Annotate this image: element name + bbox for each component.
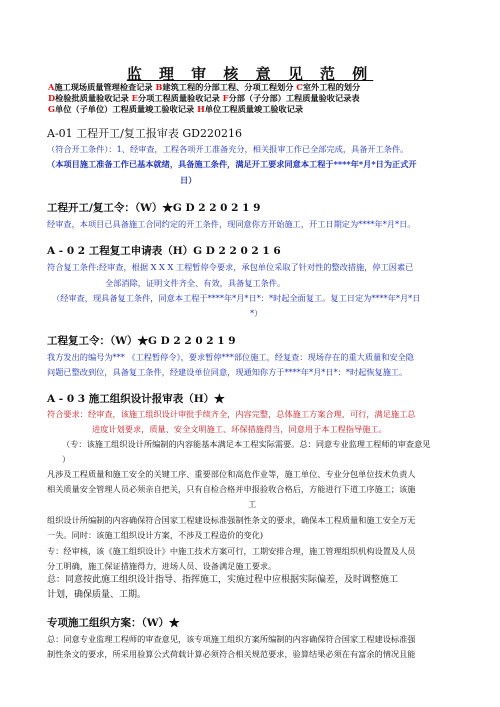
index-letter: E (131, 93, 138, 103)
index-row-2 (48, 93, 468, 105)
paragraph: 工 (248, 499, 257, 509)
index-letter: G (48, 104, 55, 114)
index-letter: F (222, 93, 229, 103)
section-heading-order2: 工程复工令：（W）★G D 2 2 0 2 1 9 (47, 335, 236, 347)
section-heading-a02: A - 0 2 工程复工申请表（H）G D 2 2 0 2 1 6 (47, 245, 281, 257)
section-heading-special: 专项施工组织方案：（W）★ (47, 617, 180, 629)
index-letter: H (197, 104, 205, 114)
paragraph: 相关质量安全管理人员必须亲自把关，只有自检合格并申报验收合格后，方能进行下道工序施工；该施 (47, 484, 416, 494)
index-row-1 (48, 82, 468, 94)
index-row-3 (48, 104, 468, 116)
index-item: 单位（子单位）工程质量竣工验收记录 (55, 104, 195, 114)
paragraph: 计划，确保质量、工期。 (47, 590, 147, 600)
paragraph: 日） (180, 175, 197, 185)
paragraph: 进度计划要求，质量、安全文明施工、环保措施得当，同意用于本工程指导施工。 (92, 424, 387, 434)
page-title: 监 理 审 核 意 见 范 例 (126, 65, 374, 83)
section-heading-order1: 工程开工/复工令：（W）★G D 2 2 0 2 1 9 (47, 202, 261, 214)
index-item: 分项工程质量验收记录 (137, 93, 220, 103)
paragraph: 我方发出的编号为*** 《工程暂停令》，要求暂停***部位施工，经复查：现场存在的重大质量和安全隐 (47, 352, 414, 362)
index-item: 室外工程的划分 (302, 82, 361, 92)
paragraph: *） (250, 308, 263, 318)
index-letter: A (48, 82, 55, 92)
paragraph: （符合开工条件）：1、经审查，工程各项开工准备充分，相关报审工作已全部完成，具备开工条件。 (47, 144, 409, 154)
paragraph: 符合要求：经审查，该施工组织设计审批手续齐全，内容完整，总体施工方案合理、可行，满足施工总 (47, 409, 416, 419)
paragraph: （经审查，现具备复工条件，同意本工程于****年*月*日*：*时起全面复工。复工日定为****年*月*日 (52, 293, 421, 303)
index-item: 单位工程质量竣工验收记录 (204, 104, 304, 114)
index-item: 分部（子分部）工程质量验收记录表 (228, 93, 360, 103)
index-letter: D (48, 93, 56, 103)
paragraph: 分工明确，施工保证措施得力，进场人员、设备满足施工要求。 (47, 561, 277, 571)
paragraph: 经审查，本项目已具备施工合同约定的开工条件，现同意你方开始施工，开工日期定为****年*月*日。 (47, 219, 416, 229)
paragraph: 符合复工条件:经审查，根据 X X X 工程暂停令要求，承包单位采取了针对性的整改措施，停工因素已 (47, 262, 414, 272)
section-heading-a01: A-01 工程开工/复工报审表 GD220216 (47, 127, 242, 140)
index-item: 检验批质量验收记录 (55, 93, 129, 103)
paragraph: ） (62, 454, 71, 464)
paragraph: 一失。同时：该施工组织设计方案，不涉及工程造价的变化) (47, 530, 264, 540)
paragraph: 总：同意专业监理工程师的审查意见，该专项施工组织方案所编制的内容确保符合国家工程建设标准强 (47, 634, 416, 644)
index-letter: B (155, 82, 163, 92)
paragraph: 总：同意按此施工组织设计指导、指挥施工，实施过程中应根据实际偏差，及时调整施工 (47, 575, 399, 585)
paragraph: 专：经审核，该《施工组织设计》中施工技术方案可行，工期安排合理，施工管理组织机构设置及人员 (47, 546, 416, 556)
section-heading-a03: A - 0 3 施工组织设计报审表（H）★ (47, 393, 225, 405)
index-letter: C (296, 82, 303, 92)
paragraph: （专：该施工组织设计所编制的内容能基本满足本工程实际需要。总：同意专业监理工程师的审查意见 (62, 439, 431, 449)
paragraph: 问题已整改到位，具备复工条件，经建设单位同意，现通知你方于****年*月*日*：*时起恢复施工。 (47, 367, 408, 377)
index-item: 建筑工程的分部工程、分项工程划分 (162, 82, 294, 92)
paragraph: 凡涉及工程质量和施工安全的关键工序、重要部位和高危作业等，施工单位、专业分包单位技术负责人 (47, 469, 416, 479)
paragraph: （本项目施工准备工作已基本就绪，具备施工条件，满足开工要求同意本工程于****年*月*日为正式开 (47, 159, 417, 169)
index-item: 施工现场质量管理检查记录 (54, 82, 153, 92)
paragraph: 全部消除，证明文件齐全、有效，具备复工条件。 (105, 278, 286, 288)
paragraph: 组织设计所编制的内容确保符合国家工程建设标准强制性条文的要求，确保本工程质量和施工安全万无 (47, 515, 416, 525)
paragraph: 制性条文的要求，所采用验算公式荷载计算必须符合相关规范要求，验算结果必须在有富余的情况且能 (47, 649, 416, 659)
